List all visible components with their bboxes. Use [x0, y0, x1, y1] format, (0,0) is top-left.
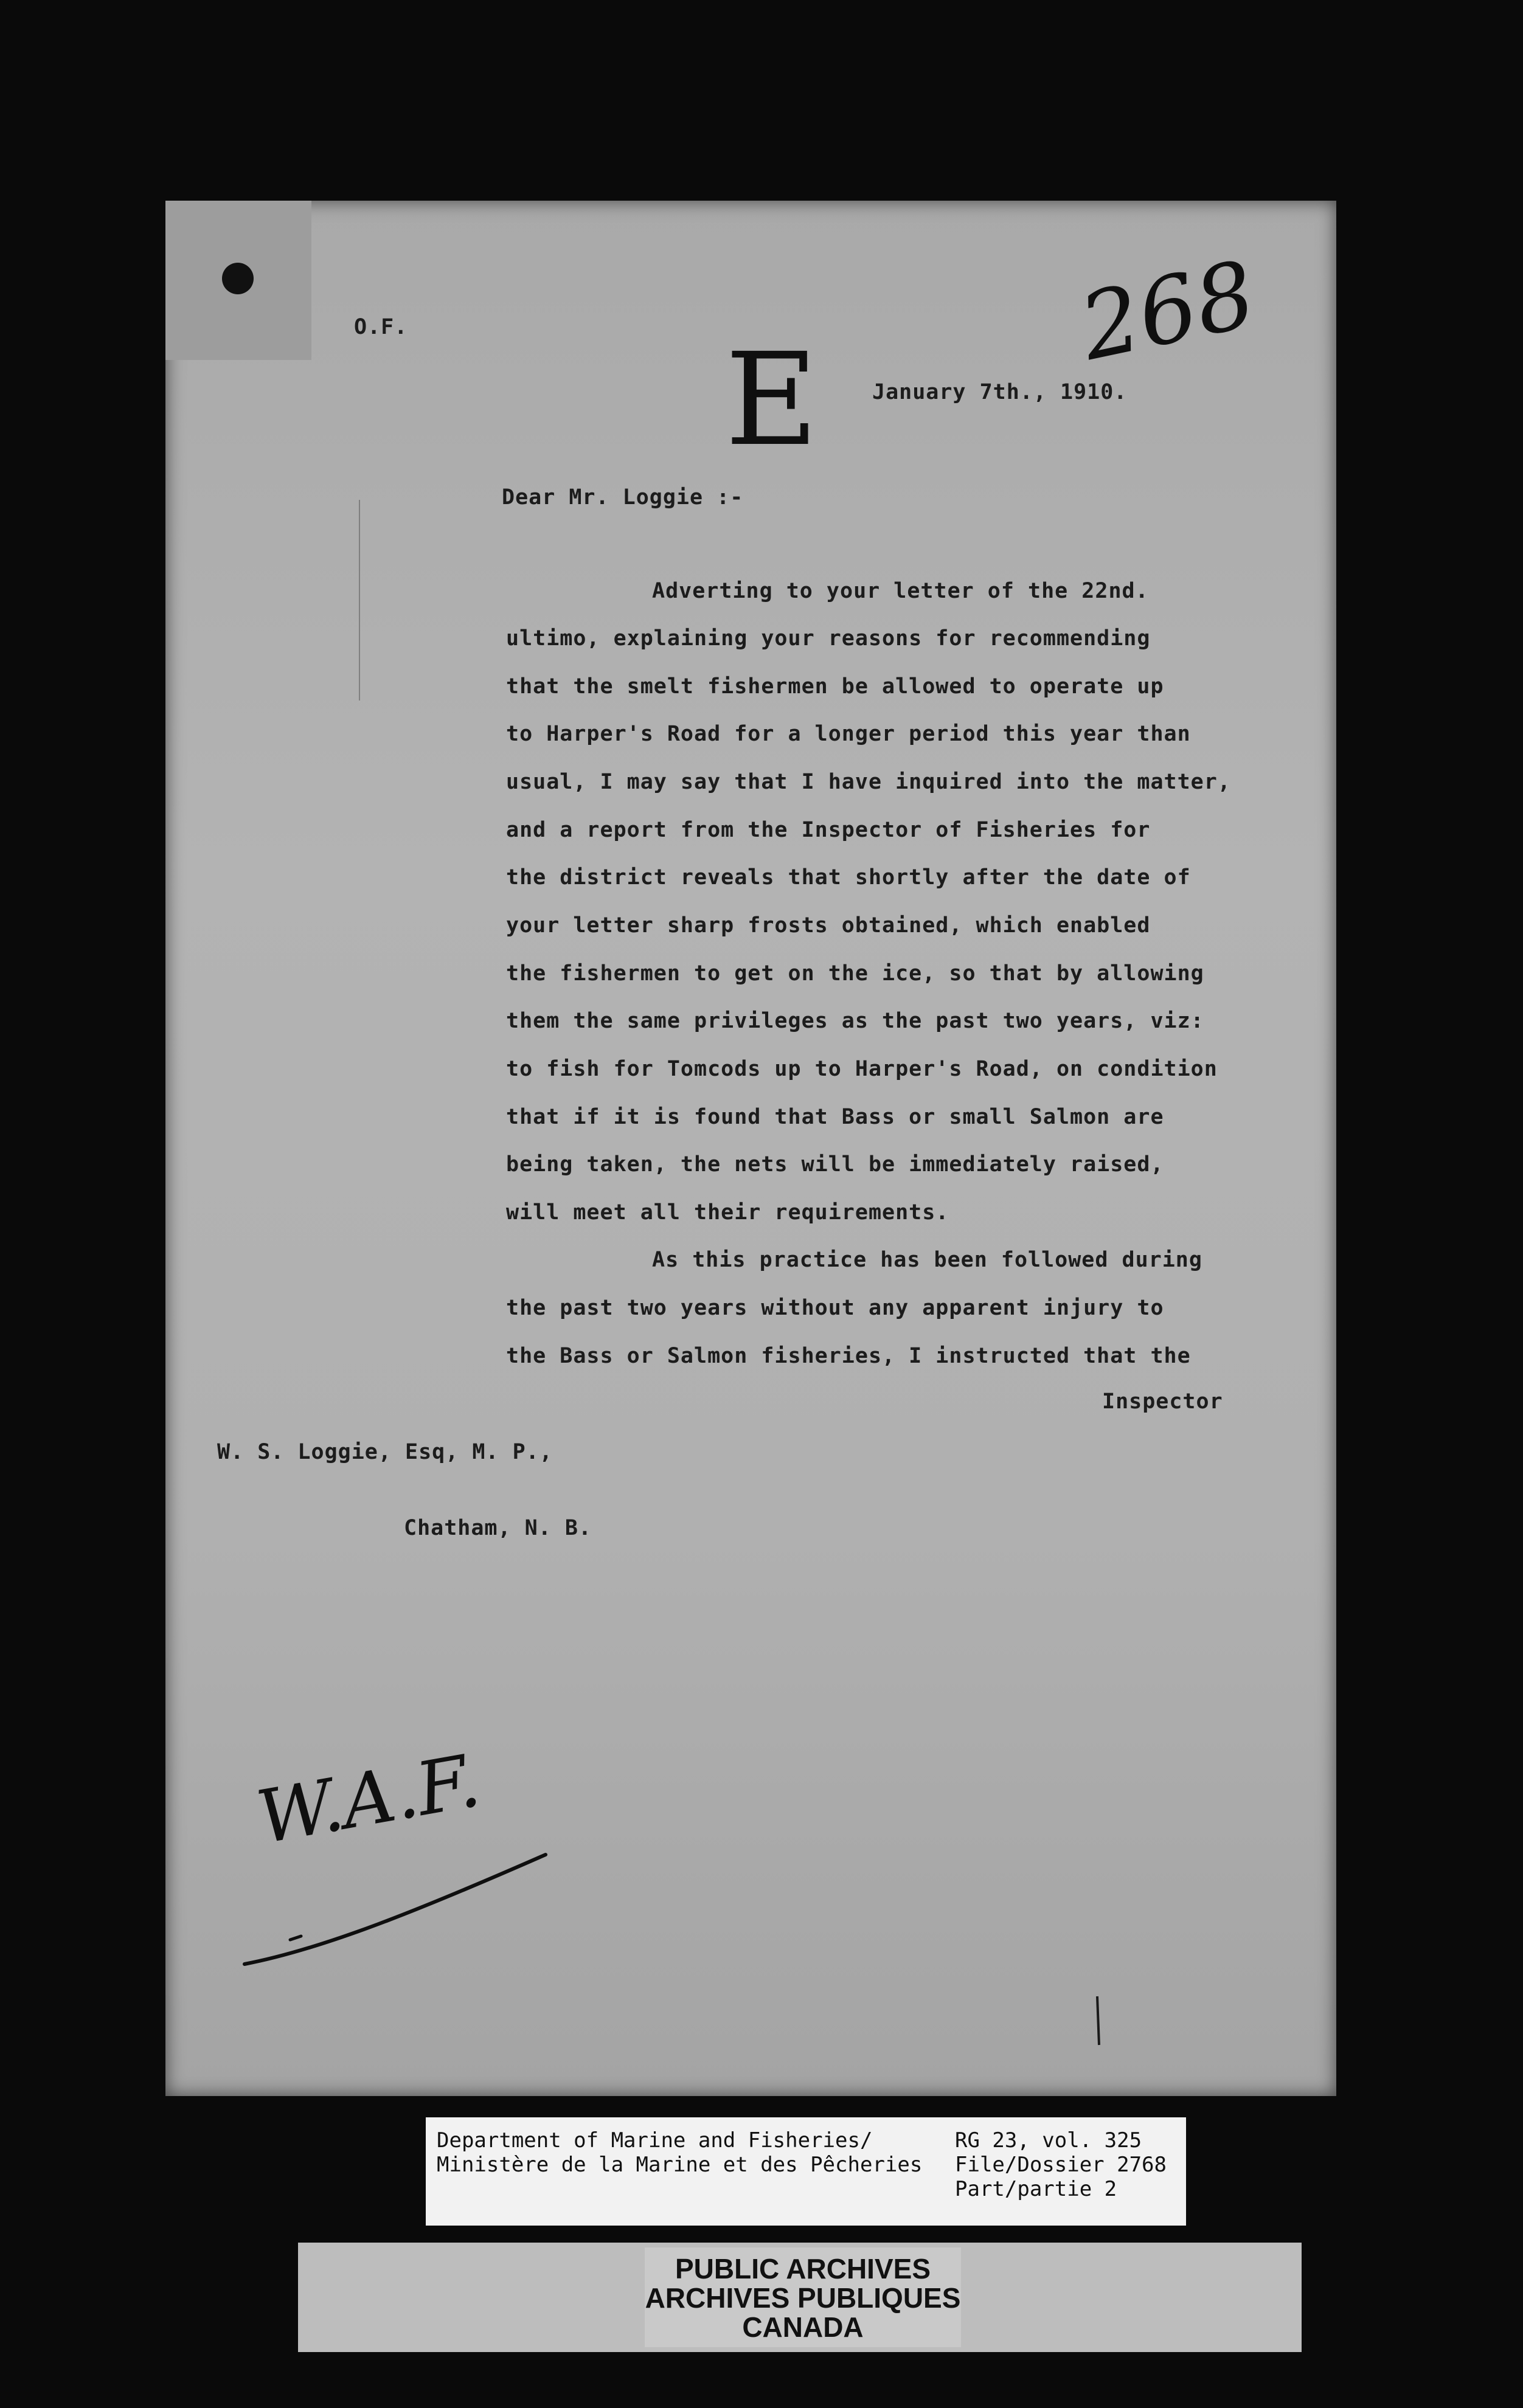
file-reference: O.F. [354, 315, 408, 339]
body-line: that if it is found that Bass or small Salmon are [506, 1105, 1164, 1129]
body-line: the past two years without any apparent injury to [506, 1296, 1164, 1320]
archive-record-group: RG 23, vol. 325 [955, 2128, 1142, 2153]
archive-part: Part/partie 2 [955, 2177, 1117, 2201]
archive-department: Department of Marine and Fisheries/ [437, 2128, 873, 2153]
archive-stamp-line: CANADA [742, 2311, 864, 2343]
archive-reference-label [426, 2117, 1186, 2226]
archive-stamp [645, 2247, 961, 2347]
body-line: usual, I may say that I have inquired into the matter, [506, 770, 1231, 794]
body-line: your letter sharp frosts obtained, which enabled [506, 913, 1151, 938]
body-line: to fish for Tomcods up to Harper's Road, on condition [506, 1057, 1218, 1081]
folio-number: 268 [1072, 241, 1265, 381]
addressee-place: Chatham, N. B. [404, 1516, 592, 1540]
archive-stamp-band [298, 2243, 1302, 2352]
body-line: Adverting to your letter of the 22nd. [652, 579, 1149, 603]
salutation: Dear Mr. Loggie :- [502, 485, 744, 510]
margin-rule [359, 500, 360, 701]
body-line: As this practice has been followed during [652, 1248, 1202, 1272]
body-line: and a report from the Inspector of Fisheries for [506, 818, 1151, 842]
body-line: the Bass or Salmon fisheries, I instructed that the [506, 1344, 1191, 1368]
pencil-tick-mark [1092, 1993, 1105, 2048]
archive-file-number: File/Dossier 2768 [955, 2153, 1167, 2177]
annotation-mark: E [725, 325, 819, 474]
addressee-name: W. S. Loggie, Esq, M. P., [217, 1440, 553, 1464]
page-corner-tab [165, 201, 311, 360]
body-line: that the smelt fishermen be allowed to operate up [506, 674, 1164, 699]
signature-underline [238, 1842, 555, 1976]
body-line: being taken, the nets will be immediately raised, [506, 1152, 1164, 1177]
archive-department-fr: Ministère de la Marine et des Pêcheries [437, 2153, 923, 2177]
body-line: will meet all their requirements. [506, 1200, 949, 1225]
punch-hole [222, 263, 254, 294]
initials-signature: W.A.F. [251, 1739, 487, 1861]
body-line: them the same privileges as the past two years, viz: [506, 1009, 1204, 1033]
letter-date: January 7th., 1910. [872, 380, 1128, 404]
body-line: the district reveals that shortly after the date of [506, 865, 1191, 890]
body-line: the fishermen to get on the ice, so that by allowing [506, 961, 1204, 986]
archive-stamp-line: PUBLIC ARCHIVES [675, 2253, 931, 2285]
body-line: to Harper's Road for a longer period this year than [506, 722, 1191, 746]
catchword: Inspector [1102, 1389, 1223, 1414]
letter-page [165, 201, 1336, 2096]
body-line: ultimo, explaining your reasons for recommending [506, 626, 1151, 651]
archive-stamp-line: ARCHIVES PUBLIQUES [645, 2282, 961, 2314]
